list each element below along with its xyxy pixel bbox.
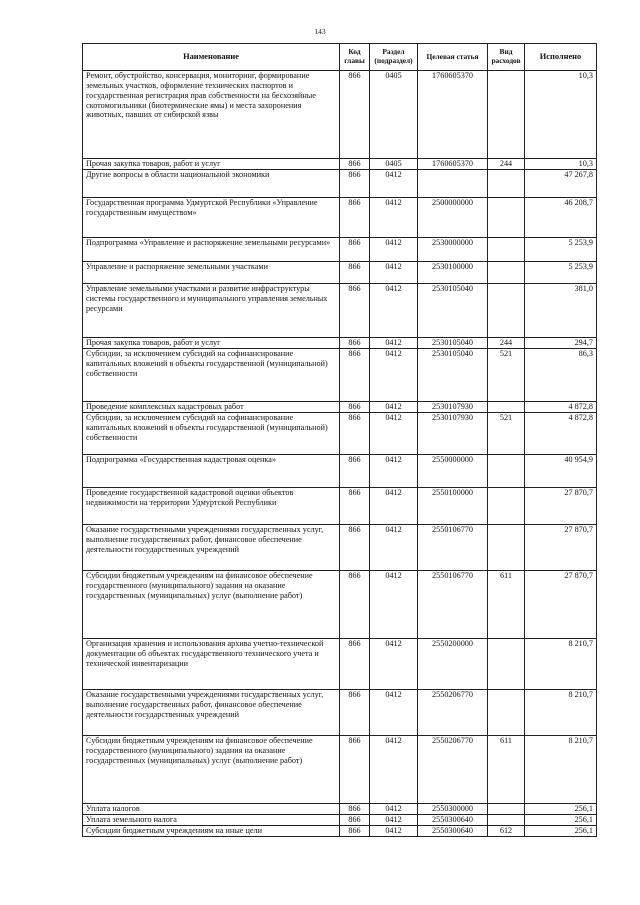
row-expense-type (488, 198, 525, 238)
row-name: Уплата налогов (83, 804, 340, 815)
row-expense-type (488, 488, 525, 525)
table-row (83, 402, 597, 413)
row-article: 2530000000 (418, 238, 488, 262)
row-section: 0412 (370, 690, 418, 736)
row-section: 0412 (370, 349, 418, 402)
table-header-row (83, 44, 597, 71)
row-section: 0412 (370, 525, 418, 571)
row-section: 0412 (370, 284, 418, 338)
row-name: Прочая закупка товаров, работ и услуг (83, 338, 340, 349)
row-expense-type: 611 (488, 571, 525, 639)
row-name: Субсидии, за исключением субсидий на софинансирование капитальных вложений в объекты государственной (муниципальной) собственности (83, 413, 340, 455)
row-executed: 46 208,7 (525, 198, 597, 238)
row-name: Организация хранения и использования архива учетно-технической документации об объектах государственного технического учета и технической инвентаризации (83, 639, 340, 690)
row-expense-type (488, 238, 525, 262)
row-name: Оказание государственными учреждениями государственных услуг, выполнение государственных работ, финансовое обеспечение деятельности государственных учреждений (83, 690, 340, 736)
row-article: 2530105040 (418, 349, 488, 402)
header-section: Раздел (подраздел) (370, 44, 418, 71)
row-name: Уплата земельного налога (83, 815, 340, 826)
row-section: 0412 (370, 338, 418, 349)
table-row (83, 413, 597, 455)
page-number: 143 (314, 27, 326, 36)
row-executed: 4 872,8 (525, 413, 597, 455)
row-code: 866 (340, 71, 370, 159)
row-executed: 27 870,7 (525, 571, 597, 639)
row-name: Подпрограмма «Государственная кадастровая оценка» (83, 455, 340, 488)
row-article: 2530105040 (418, 338, 488, 349)
row-name: Проведение комплексных кадастровых работ (83, 402, 340, 413)
row-expense-type (488, 804, 525, 815)
row-expense-type (488, 170, 525, 198)
row-name: Государственная программа Удмуртской Республики «Управление государственным имуществом» (83, 198, 340, 238)
table-row (83, 262, 597, 284)
row-section: 0412 (370, 736, 418, 804)
row-section: 0405 (370, 71, 418, 159)
row-executed: 10,3 (525, 71, 597, 159)
row-code: 866 (340, 198, 370, 238)
row-name: Субсидии, за исключением субсидий на софинансирование капитальных вложений в объекты государственной (муниципальной) собственности (83, 349, 340, 402)
row-section: 0405 (370, 159, 418, 170)
row-section: 0412 (370, 455, 418, 488)
row-code: 866 (340, 525, 370, 571)
row-section: 0412 (370, 571, 418, 639)
row-code: 866 (340, 571, 370, 639)
row-name: Управление земельными участками и развитие инфраструктуры системы государственного и муниципального управления земельных ресурсами (83, 284, 340, 338)
row-expense-type (488, 525, 525, 571)
header-code: Код главы (340, 44, 370, 71)
row-name: Субсидии бюджетным учреждениям на финансовое обеспечение государственного (муниципального) задания на оказание государственных (муниципальных) услуг (выполнение работ) (83, 571, 340, 639)
table-row (83, 639, 597, 690)
row-executed: 8 210,7 (525, 690, 597, 736)
row-executed: 256,1 (525, 815, 597, 826)
row-article: 2550300640 (418, 826, 488, 837)
table-row (83, 690, 597, 736)
row-executed: 40 954,9 (525, 455, 597, 488)
row-name: Субсидии бюджетным учреждениям на финансовое обеспечение государственного (муниципального) задания на оказание государственных (муниципальных) услуг (выполнение работ) (83, 736, 340, 804)
table-row (83, 815, 597, 826)
row-expense-type (488, 284, 525, 338)
row-code: 866 (340, 402, 370, 413)
row-code: 866 (340, 262, 370, 284)
row-name: Оказание государственными учреждениями государственных услуг, выполнение государственных работ, финансовое обеспечение деятельности государственных учреждений (83, 525, 340, 571)
row-article: 2530107930 (418, 402, 488, 413)
row-code: 866 (340, 413, 370, 455)
table-row (83, 198, 597, 238)
row-executed: 256,1 (525, 804, 597, 815)
row-section: 0412 (370, 826, 418, 837)
table-row (83, 238, 597, 262)
row-expense-type (488, 402, 525, 413)
header-executed: Исполнено (525, 44, 597, 71)
table-row (83, 170, 597, 198)
table-row (83, 525, 597, 571)
row-code: 866 (340, 639, 370, 690)
table-row (83, 571, 597, 639)
row-executed: 86,3 (525, 349, 597, 402)
row-executed: 8 210,7 (525, 736, 597, 804)
table-row (83, 159, 597, 170)
table-row (83, 826, 597, 837)
row-article: 2550206770 (418, 736, 488, 804)
row-code: 866 (340, 159, 370, 170)
row-name: Прочая закупка товаров, работ и услуг (83, 159, 340, 170)
table-row (83, 284, 597, 338)
table-row (83, 804, 597, 815)
header-expense-type: Вид расходов (488, 44, 525, 71)
row-executed: 47 267,8 (525, 170, 597, 198)
row-article: 2530100000 (418, 262, 488, 284)
row-executed: 256,1 (525, 826, 597, 837)
row-section: 0412 (370, 170, 418, 198)
row-article (418, 170, 488, 198)
row-expense-type (488, 639, 525, 690)
row-name: Управление и распоряжение земельными участками (83, 262, 340, 284)
row-code: 866 (340, 690, 370, 736)
row-code: 866 (340, 349, 370, 402)
row-expense-type (488, 455, 525, 488)
row-name: Субсидии бюджетным учреждениям на иные цели (83, 826, 340, 837)
row-expense-type (488, 262, 525, 284)
row-code: 866 (340, 170, 370, 198)
row-executed: 5 253,9 (525, 262, 597, 284)
row-code: 866 (340, 815, 370, 826)
table-row (83, 488, 597, 525)
row-section: 0412 (370, 804, 418, 815)
row-article: 2550300000 (418, 804, 488, 815)
row-code: 866 (340, 804, 370, 815)
row-article: 2530105040 (418, 284, 488, 338)
row-section: 0412 (370, 262, 418, 284)
row-section: 0412 (370, 488, 418, 525)
row-expense-type: 611 (488, 736, 525, 804)
row-name: Другие вопросы в области национальной экономики (83, 170, 340, 198)
table-row (83, 338, 597, 349)
row-article: 1760605370 (418, 159, 488, 170)
row-code: 866 (340, 455, 370, 488)
row-article: 2550100000 (418, 488, 488, 525)
row-article: 2500000000 (418, 198, 488, 238)
row-expense-type: 521 (488, 413, 525, 455)
row-article: 2550106770 (418, 525, 488, 571)
row-executed: 381,0 (525, 284, 597, 338)
row-section: 0412 (370, 198, 418, 238)
row-executed: 27 870,7 (525, 488, 597, 525)
row-article: 2550000000 (418, 455, 488, 488)
header-article: Целевая статья (418, 44, 488, 71)
row-name: Подпрограмма «Управление и распоряжение земельными ресурсами» (83, 238, 340, 262)
row-executed: 5 253,9 (525, 238, 597, 262)
row-section: 0412 (370, 402, 418, 413)
budget-execution-table (82, 43, 597, 837)
row-executed: 8 210,7 (525, 639, 597, 690)
row-executed: 4 872,8 (525, 402, 597, 413)
row-executed: 10,3 (525, 159, 597, 170)
row-expense-type: 612 (488, 826, 525, 837)
row-expense-type: 244 (488, 338, 525, 349)
row-article: 2550300640 (418, 815, 488, 826)
row-code: 866 (340, 736, 370, 804)
row-code: 866 (340, 338, 370, 349)
row-code: 866 (340, 284, 370, 338)
table-row (83, 455, 597, 488)
row-expense-type (488, 71, 525, 159)
row-article: 2550200000 (418, 639, 488, 690)
row-section: 0412 (370, 815, 418, 826)
row-name: Проведение государственной кадастровой оценки объектов недвижимости на территории Удмуртской Республики (83, 488, 340, 525)
row-article: 2530107930 (418, 413, 488, 455)
row-section: 0412 (370, 238, 418, 262)
row-code: 866 (340, 238, 370, 262)
row-article: 2550206770 (418, 690, 488, 736)
row-article: 1760605370 (418, 71, 488, 159)
row-executed: 294,7 (525, 338, 597, 349)
row-expense-type (488, 690, 525, 736)
row-code: 866 (340, 826, 370, 837)
row-expense-type: 521 (488, 349, 525, 402)
row-name: Ремонт, обустройство, консервация, мониторинг, формирование земельных участков, оформление технических паспортов и государственная регистрация прав собственности на бесхозяйные скотомогильники (биотермические ямы) и места захоронения животных, павших от сибирской язвы (83, 71, 340, 159)
row-executed: 27 870,7 (525, 525, 597, 571)
row-code: 866 (340, 488, 370, 525)
row-section: 0412 (370, 639, 418, 690)
table-row (83, 736, 597, 804)
row-article: 2550106770 (418, 571, 488, 639)
header-name: Наименование (83, 44, 340, 71)
row-expense-type (488, 815, 525, 826)
table-row (83, 349, 597, 402)
row-section: 0412 (370, 413, 418, 455)
table-row (83, 71, 597, 159)
row-expense-type: 244 (488, 159, 525, 170)
